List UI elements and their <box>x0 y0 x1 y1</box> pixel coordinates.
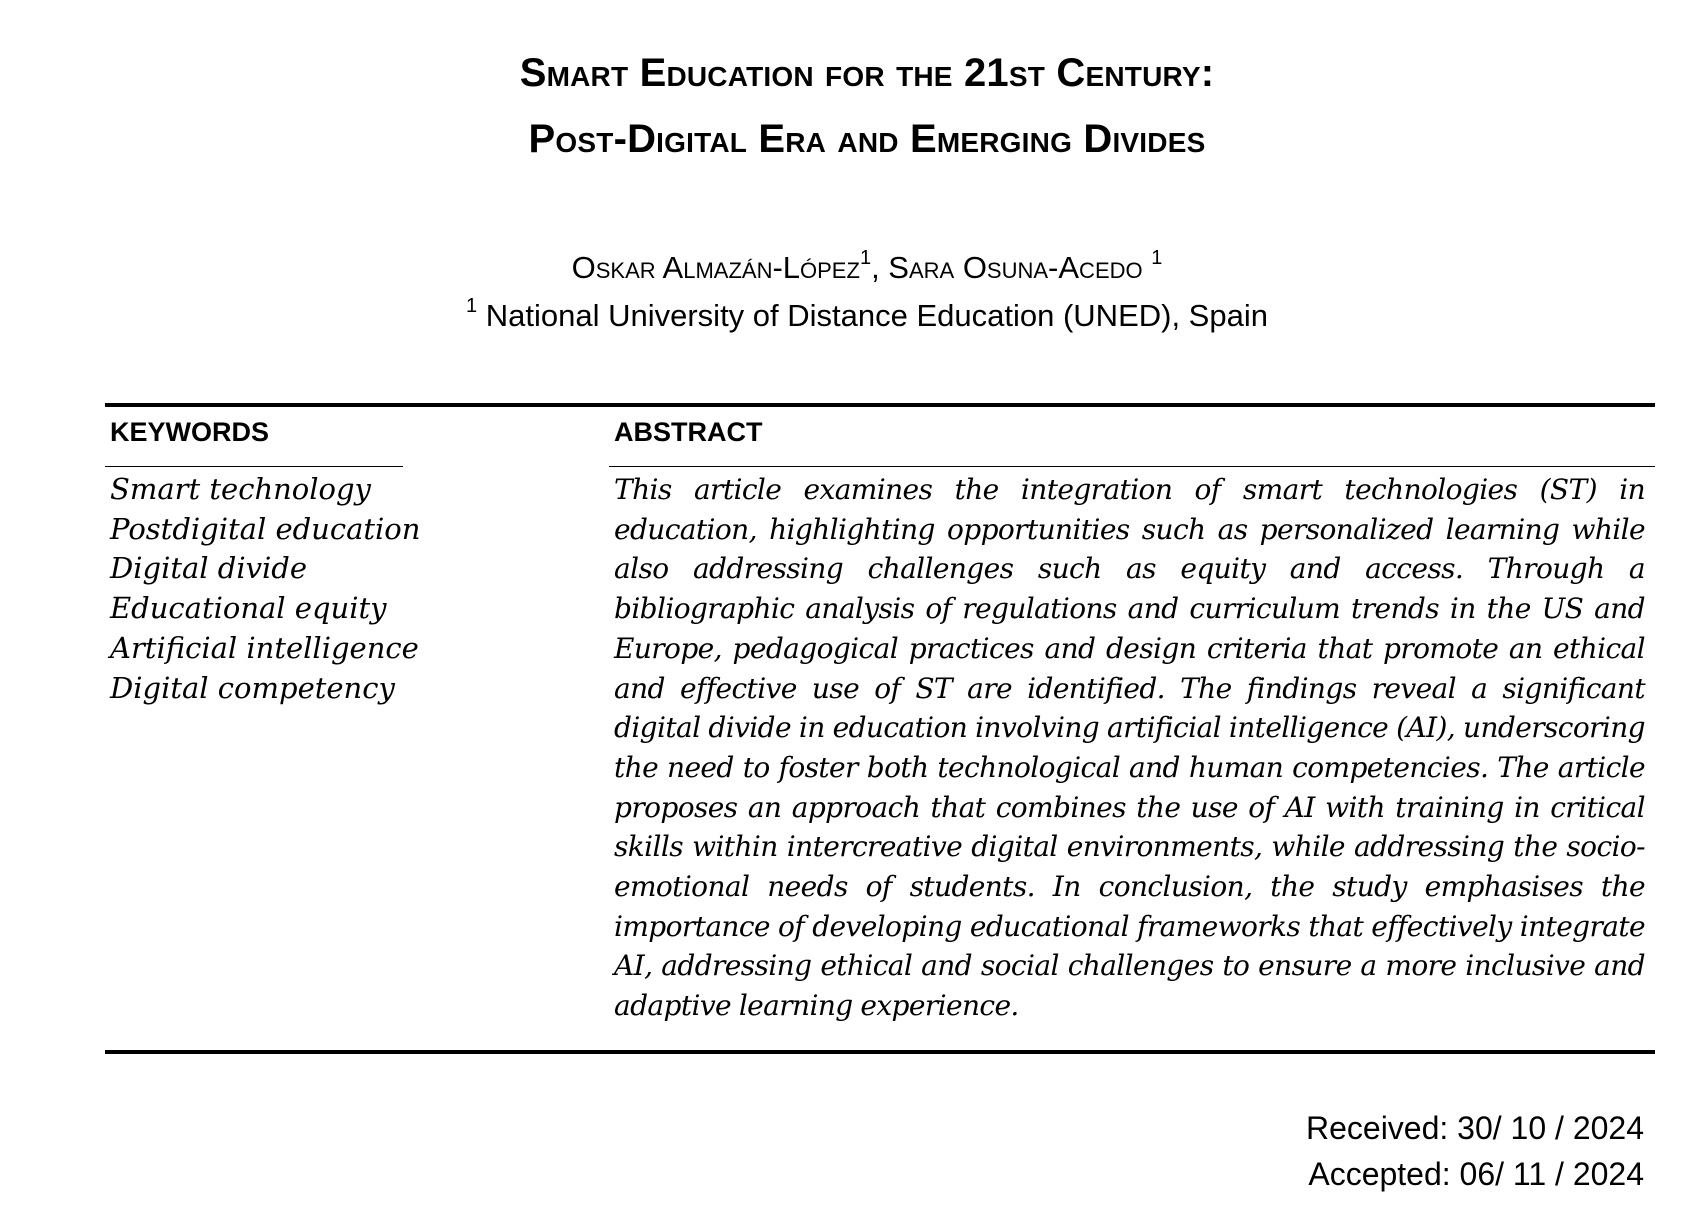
top-divider <box>105 403 1655 407</box>
author-affiliation-marker: 1 <box>1151 247 1163 269</box>
title-line-2: Post-Digital Era and Emerging Divides <box>528 117 1206 161</box>
abstract-underline <box>609 466 1655 467</box>
keywords-heading: KEYWORDS <box>110 417 270 447</box>
keywords-underline <box>105 466 403 467</box>
author-separator: , <box>871 250 889 285</box>
received-date: Received: 30/ 10 / 2024 <box>1305 1110 1644 1146</box>
affiliation-line <box>0 286 1700 336</box>
keyword-item: Educational equity <box>110 591 387 626</box>
keyword-item: Postdigital education <box>110 511 421 546</box>
authors-line <box>0 238 1700 288</box>
paper-title <box>0 40 1700 172</box>
submission-dates <box>1306 1105 1644 1197</box>
author-name: Oskar Almazán-López <box>571 250 860 285</box>
keyword-item: Artificial intelligence <box>110 630 419 665</box>
affiliation-marker: 1 <box>466 295 478 317</box>
bottom-divider <box>105 1050 1655 1054</box>
keywords-list <box>110 470 420 708</box>
keyword-item: Smart technology <box>110 472 371 506</box>
keyword-item: Digital divide <box>110 551 308 586</box>
title-line-1: Smart Education for the 21st Century: <box>519 51 1215 95</box>
abstract-text: This article examines the integration of smart technologies (ST) in education, highlighting opportunities such as personalized learning while also addressing challenges such as equity and access. Through a bibliographic analysis of regulations and curriculum trends in the US and Europe, pedagogical practices and design criteria that promote an ethical and effective use of ST are identified. The findings reveal a significant digital divide in education involving artificial intelligence (AI), underscoring the need to foster both technological and human competencies. The article proposes an approach that combines the use of AI with training in critical skills within intercreative digital environments, while addressing the socio-emotional needs of students. In conclusion, the study emphasises the importance of developing educational frameworks that effectively integrate AI, addressing ethical and social challenges to ensure a more inclusive and adaptive learning experience. <box>614 473 1645 1023</box>
keyword-item: Digital competency <box>110 670 395 705</box>
abstract-heading: ABSTRACT <box>614 417 763 447</box>
affiliation-text: National University of Distance Education (UNED), Spain <box>485 298 1268 333</box>
accepted-date: Accepted: 06/ 11 / 2024 <box>1308 1156 1644 1192</box>
author-name: Sara Osuna-Acedo <box>888 250 1143 285</box>
author-affiliation-marker: 1 <box>859 247 872 269</box>
